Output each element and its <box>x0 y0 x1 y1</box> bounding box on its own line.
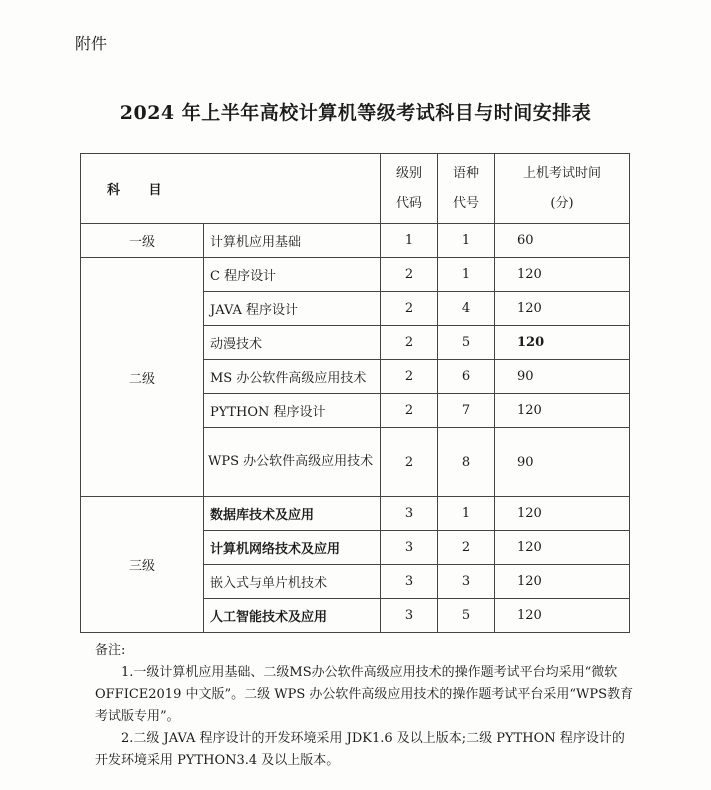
time-cell: 120 <box>495 394 630 428</box>
level-code-cell: 3 <box>381 565 438 599</box>
time-cell: 120 <box>495 497 630 531</box>
time-cell: 120 <box>495 292 630 326</box>
subject-cell: WPS 办公软件高级应用技术 <box>204 428 381 497</box>
subject-cell: 嵌入式与单片机技术 <box>204 565 381 599</box>
subject-cell: JAVA 程序设计 <box>204 292 381 326</box>
time-cell: 90 <box>495 360 630 394</box>
table-row <box>81 258 630 292</box>
level-code-cell: 2 <box>381 326 438 360</box>
header-lang-code: 语种 代号 <box>438 154 495 224</box>
lang-code-cell: 4 <box>438 292 495 326</box>
level-code-cell: 3 <box>381 531 438 565</box>
lang-code-cell: 1 <box>438 258 495 292</box>
note-item: 1.一级计算机应用基础、二级MS办公软件高级应用技术的操作题考试平台均采用“微软 OFFICE2019 中文版”。二级 WPS 办公软件高级应用技术的操作题考试平台采用“WPS教育考试版专用”。 <box>95 665 634 724</box>
level-code-cell: 2 <box>381 258 438 292</box>
level-code-cell: 3 <box>381 497 438 531</box>
subject-cell: 数据库技术及应用 <box>204 497 381 531</box>
subject-cell: 人工智能技术及应用 <box>204 599 381 633</box>
lang-code-cell: 1 <box>438 497 495 531</box>
table-header-row <box>81 154 630 224</box>
time-cell: 60 <box>495 224 630 258</box>
level-code-cell: 2 <box>381 394 438 428</box>
level-code-cell: 2 <box>381 428 438 497</box>
level-code-cell: 2 <box>381 292 438 326</box>
time-cell: 120 <box>495 565 630 599</box>
attachment-label: 附件 <box>75 34 108 53</box>
header-level-code: 级别 代码 <box>381 154 438 224</box>
lang-code-cell: 6 <box>438 360 495 394</box>
time-cell: 120 <box>495 258 630 292</box>
subject-cell: PYTHON 程序设计 <box>204 394 381 428</box>
table-row <box>81 224 630 258</box>
level-cell: 二级 <box>81 258 204 497</box>
subject-cell: 动漫技术 <box>204 326 381 360</box>
time-cell: 90 <box>495 428 630 497</box>
page-title: 2024 年上半年高校计算机等级考试科目与时间安排表 <box>119 102 592 124</box>
subject-cell: MS 办公软件高级应用技术 <box>204 360 381 394</box>
level-code-cell: 1 <box>381 224 438 258</box>
time-cell: 120 <box>495 531 630 565</box>
header-exam-time: 上机考试时间 (分) <box>495 154 630 224</box>
table-row <box>81 497 630 531</box>
time-cell: 120 <box>495 326 630 360</box>
notes-heading: 备注: <box>95 643 126 658</box>
lang-code-cell: 3 <box>438 565 495 599</box>
level-code-cell: 2 <box>381 360 438 394</box>
schedule-table <box>80 153 630 633</box>
subject-cell: C 程序设计 <box>204 258 381 292</box>
lang-code-cell: 1 <box>438 224 495 258</box>
subject-cell: 计算机网络技术及应用 <box>204 531 381 565</box>
level-cell: 一级 <box>81 224 204 258</box>
lang-code-cell: 7 <box>438 394 495 428</box>
note-item: 2.二级 JAVA 程序设计的开发环境采用 JDK1.6 及以上版本;二级 PYTHON 程序设计的开发环境采用 PYTHON3.4 及以上版本。 <box>95 731 625 768</box>
subject-cell: 计算机应用基础 <box>204 224 381 258</box>
notes-section <box>95 640 635 772</box>
lang-code-cell: 2 <box>438 531 495 565</box>
time-cell: 120 <box>495 599 630 633</box>
level-code-cell: 3 <box>381 599 438 633</box>
lang-code-cell: 8 <box>438 428 495 497</box>
level-cell: 三级 <box>81 497 204 633</box>
lang-code-cell: 5 <box>438 599 495 633</box>
lang-code-cell: 5 <box>438 326 495 360</box>
header-subject: 科 目 <box>81 154 381 224</box>
